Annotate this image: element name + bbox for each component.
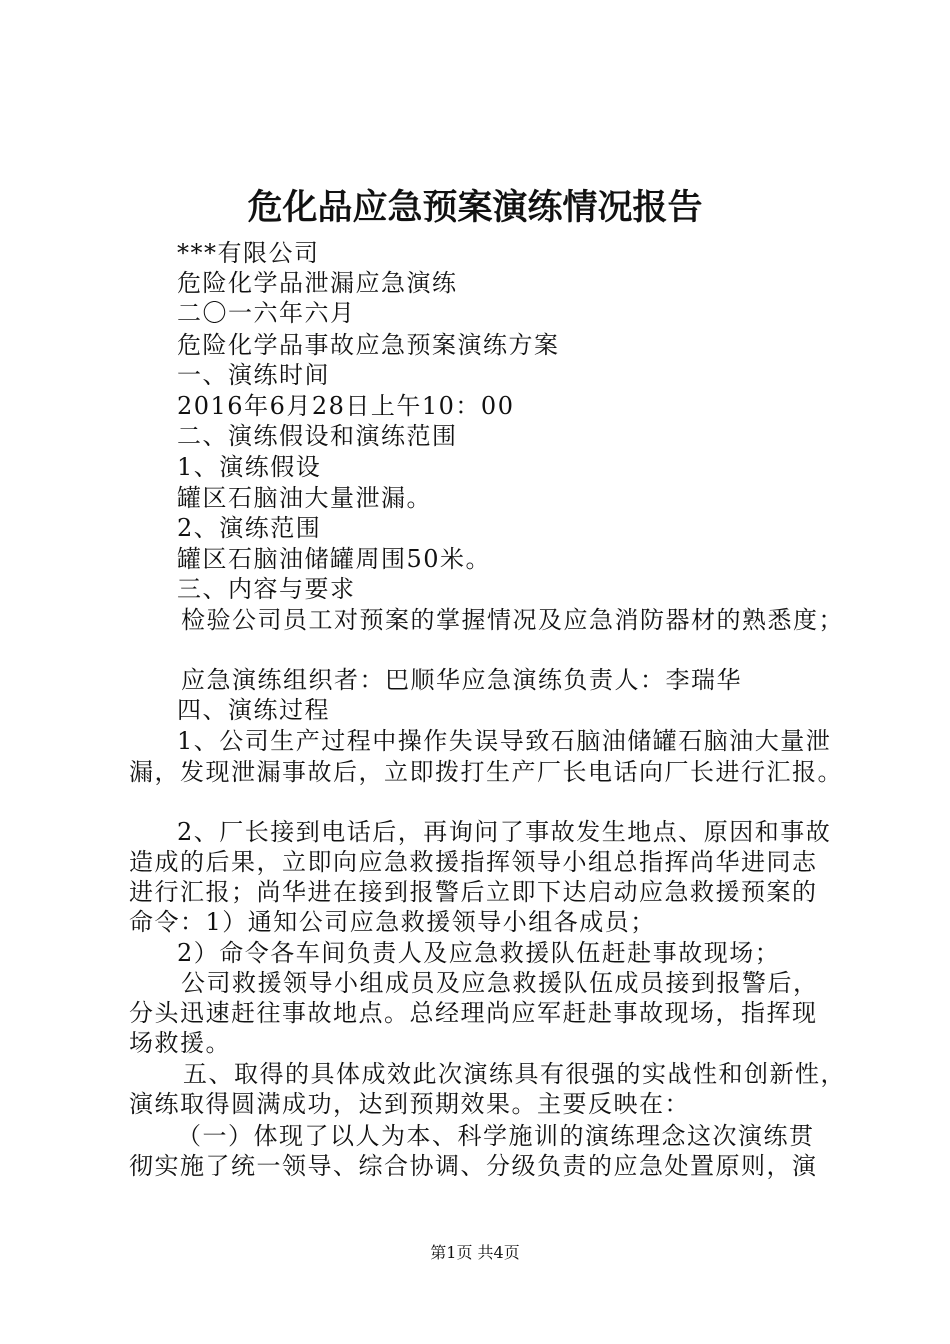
text-line: 进行汇报；尚华进在接到报警后立即下达启动应急救援预案的: [129, 878, 818, 906]
text-line: 2）命令各车间负责人及应急救援队伍赶赴事故现场；: [177, 939, 781, 967]
text-line: 一、演练时间: [177, 361, 330, 389]
document-title: 危化品应急预案演练情况报告: [247, 187, 703, 228]
text-line: 命令：1）通知公司应急救援领导小组各成员；: [129, 908, 656, 936]
text-line: 漏，发现泄漏事故后，立即拨打生产厂长电话向厂长进行汇报。: [129, 758, 843, 786]
text-line: 1、公司生产过程中操作失误导致石脑油储罐石脑油大量泄: [177, 727, 832, 755]
text-line: 公司救援领导小组成员及应急救援队伍成员接到报警后，: [181, 969, 819, 997]
text-line: 场救援。: [129, 1029, 231, 1057]
text-line: 2、厂长接到电话后，再询问了事故发生地点、原因和事故: [177, 818, 832, 846]
text-line: 2016年6月28日上午10：00: [177, 392, 515, 420]
text-line: （一）体现了以人为本、科学施训的演练理念这次演练贯: [177, 1122, 815, 1150]
text-line: 2、演练范围: [177, 514, 322, 542]
text-line: 罐区石脑油储罐周围50米。: [177, 545, 492, 573]
text-line: 三、内容与要求: [177, 575, 356, 603]
text-line: ***有限公司: [177, 239, 320, 267]
text-line: 应急演练组织者：巴顺华应急演练负责人：李瑞华: [181, 666, 742, 694]
text-line: 二、演练假设和演练范围: [177, 422, 458, 450]
text-line: 分头迅速赶往事故地点。总经理尚应军赶赴事故现场，指挥现: [129, 999, 818, 1027]
text-line: 演练取得圆满成功，达到预期效果。主要反映在：: [129, 1090, 690, 1118]
text-line: 四、演练过程: [177, 696, 330, 724]
text-line: 危险化学品事故应急预案演练方案: [177, 331, 560, 359]
page-footer: 第1页 共4页: [430, 1243, 520, 1262]
text-line: 五、取得的具体成效此次演练具有很强的实战性和创新性，: [183, 1060, 846, 1088]
text-line: 彻实施了统一领导、综合协调、分级负责的应急处置原则，演: [129, 1152, 818, 1180]
text-line: 罐区石脑油大量泄漏。: [177, 484, 432, 512]
text-line: 检验公司员工对预案的掌握情况及应急消防器材的熟悉度；: [181, 606, 844, 634]
text-line: 1、演练假设: [177, 453, 322, 481]
text-line: 造成的后果，立即向应急救援指挥领导小组总指挥尚华进同志: [129, 848, 818, 876]
text-line: 危险化学品泄漏应急演练: [177, 269, 458, 297]
text-line: 二〇一六年六月: [177, 299, 356, 327]
